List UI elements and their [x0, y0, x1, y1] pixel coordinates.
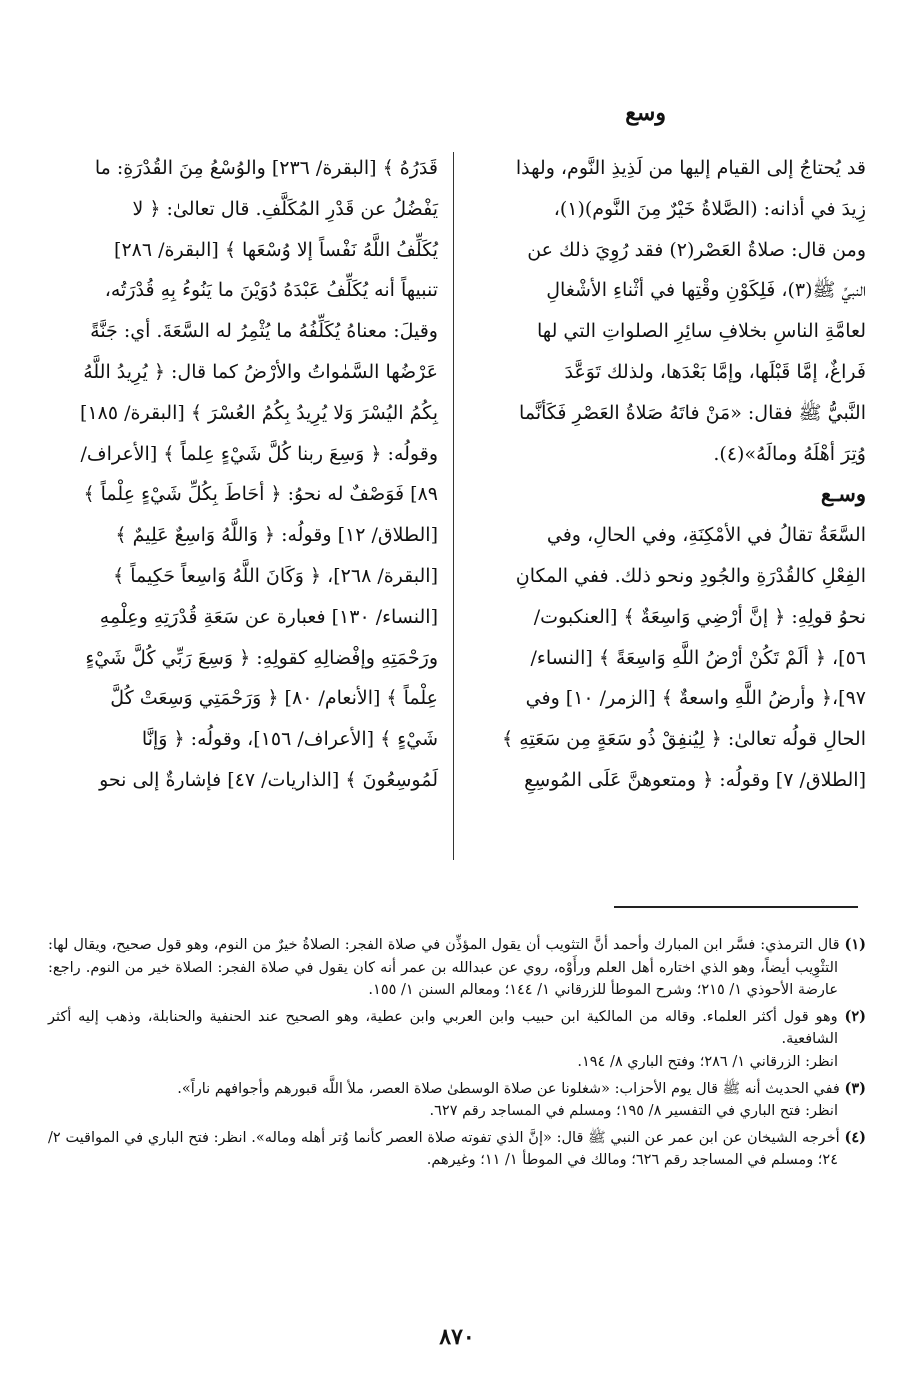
footnote-number: (٤): [844, 1128, 867, 1146]
text-line: فَراغٌ، إمَّا قَبْلَها، وإمَّا بَعْدَها، ولذلك تَوَعَّدَ: [564, 360, 866, 383]
footnote-text: أخرجه الشيخان عن ابن عمر عن النبي ﷺ قال: «إنَّ الذي تفوته صلاة العصر كأنما وُتر أهله وماله». انظر: فتح الباري في المواقيت ٢/ ٢٤؛ ومسلم في المساجد رقم ٦٢٦؛ ومالك في الموطأ ١/ ١١؛ وغيرهم.: [48, 1129, 840, 1169]
text-line: تنبيهاً أنه يُكَلِّفُ عَبْدَهُ دُوَيْنَ ما يَنُوءُ بِهِ قُدْرَتُه،: [104, 279, 438, 302]
footnote-separator: [614, 906, 858, 908]
text-line: الحالِ قولُه تعالىٰ: ﴿ لِيُنفِقْ ذُو سَعَةٍ مِن سَعَتِهِ ﴾: [502, 728, 866, 751]
text-line: [البقرة/ ٢٦٨]، ﴿ وَكَانَ اللَّهُ وَاسِعاً حَكِيماً ﴾: [113, 564, 438, 587]
text-line: [الطلاق/ ٧] وقولُه: ﴿ ومتعوهنَّ عَلَى المُوسِعِ: [524, 768, 866, 791]
text-line: بِكُمُ اليُسْرَ وَلا يُرِيدُ بِكُمُ العُسْرَ ﴾ [البقرة/ ١٨٥]: [80, 401, 438, 424]
right-column: [478, 148, 866, 801]
text-line: شَيْءٍ ﴾ [الأعراف/ ١٥٦]، وقولُه: ﴿ وَإنَّا: [141, 728, 438, 751]
text-line: ٥٦]، ﴿ ألَمْ تَكُنْ أرْضُ اللَّهِ وَاسِعَةً ﴾ [النساء/: [530, 646, 866, 669]
text-line: قَدَرُهُ ﴾ [البقرة/ ٢٣٦] والوُسْعُ مِنَ القُدْرَةِ: ما: [94, 157, 438, 179]
text-line: يَفْضُلُ عن قَدْرِ المُكَلَّفِ. قال تعالىٰ: ﴿ لا: [132, 197, 438, 220]
text-line: وُتِرَ أهْلَهُ ومالَهُ»(٤).: [713, 442, 866, 465]
footnote-number: (٢): [844, 1007, 866, 1025]
text-line: السَّعَةُ تقالُ في الأمْكِنَةِ، وفي الحالِ، وفي: [546, 524, 866, 547]
footnote-number: (٣): [844, 1079, 866, 1097]
text-line: يُكَلِّفُ اللَّهُ نَفْساً إلا وُسْعَها ﴾ [البقرة/ ٢٨٦]: [114, 238, 438, 261]
page-header-title: وسع: [625, 100, 666, 126]
footnote-text: ففي الحديث أنه ﷺ قال يوم الأحزاب: «شغلونا عن صلاة الوسطىٰ صلاة العصر، ملأ اللَّه قبورهم وأجوافهم ناراً».: [177, 1080, 840, 1097]
text-line: النَّبيُّ ﷺ فقال: «مَنْ فاتَهُ صَلاةُ العَصْرِ فَكَأنَّما: [519, 401, 866, 424]
footnote-reference: انظر: الزرقاني ١/ ٢٨٦؛ وفتح الباري ٨/ ١٩٤.: [577, 1053, 838, 1070]
left-column: [50, 148, 438, 801]
text-line: عِلْماً ﴾ [الأنعام/ ٨٠] ﴿ وَرَحْمَتِي وَسِعَتْ كُلَّ: [110, 687, 438, 710]
footnote-text: قال الترمذي: فسَّر ابن المبارك وأحمد أنَّ التثويب أن يقول المؤذِّن في صلاة الفجر: الصلاةُ خيرٌ من النوم، وهو قول صحيح، ويقال لها: التثْوِيب أيضاً، وهو الذي اختاره أهل العلم ورأَوْه، روي عن عبدالله بن عمر أنه كان يقول في صلاة الفجر: الصلاة خير من النوم. راجع: عارضة الأحوذي ١/ ٢١٥؛ وشرح الموطأ للزرقاني ١/ ١٤٤؛ ومعالم السنن ١/ ١٥٥.: [48, 937, 840, 999]
footnote-3: [48, 1078, 866, 1123]
text-line: لَمُوسِعُونَ ﴾ [الذاريات/ ٤٧] فإشارةٌ إلى نحو: [99, 768, 438, 791]
footnote-number: (١): [844, 936, 866, 953]
page-number: ٨٧٠: [439, 1324, 475, 1350]
text-line: وقيلَ: معناهُ يُكَلِّفُهُ ما يُثْمِرُ له السَّعَةَ. أي: جَنَّةً: [90, 320, 438, 343]
text-line: زِيدَ في أذانه: (الصَّلاةُ خَيْرٌ مِنَ النَّوم)(١)،: [553, 197, 866, 220]
footnote-text: وهو قول أكثر العلماء. وقاله من المالكية ابن حبيب وابن العربي وابن عطية، وهو الصحيح عند الحنفية والحنابلة، وذهب إليه أكثر الشافعية.: [48, 1008, 838, 1048]
text-line: لعامَّةِ الناسِ بخلافِ سائِرِ الصلواتِ التي لها: [537, 320, 866, 343]
text-line: الفِعْلِ كالقُدْرَةِ والجُودِ ونحو ذلك. ففي المكانِ: [515, 564, 866, 587]
text-line: ٨٩] فَوَصْفٌ له نحوُ: ﴿ أحَاطَ بِكُلِّ شَيْءٍ عِلْماً ﴾: [83, 483, 438, 506]
text-line: ٩٧]،﴿ وأرضُ اللَّهِ واسعةٌ ﴾ [الزمر/ ١٠] وفي: [525, 687, 866, 710]
footnotes: [48, 934, 866, 1176]
text-line: ورَحْمَتِهِ وإفْضالِهِ كقولِهِ: ﴿ وَسِعَ رَبِّي كُلَّ شَيْءٍ: [85, 646, 438, 669]
text-line: وقولُه: ﴿ وَسِعَ ربنا كُلَّ شَيْءٍ عِلماً ﴾ [الأعراف/: [80, 442, 438, 465]
text-line: [النساء/ ١٣٠] فعبارة عن سَعَةِ قُدْرَتِهِ وعِلْمِهِ: [99, 605, 438, 628]
text-line: عَرْضُها السَّمٰواتُ والأرْضُ كما قال: ﴿ يُرِيدُ اللَّهُ: [83, 360, 438, 383]
footnote-1: [48, 934, 866, 1002]
text-line: [الطلاق/ ١٢] وقولُه: ﴿ وَاللَّهُ وَاسِعٌ عَلِيمٌ ﴾: [115, 524, 438, 547]
text-line: النبيِّ ﷺ(٣)، فَلِكَوْنِ وقْتِها في أثْناءِ الأشْغالِ: [546, 279, 866, 302]
footnote-2: [48, 1006, 866, 1074]
text-line: ومن قال: صلاةُ العَصْر(٢) فقد رُوِيَ ذلك عن: [527, 238, 866, 261]
text-line: نحوُ قولِهِ: ﴿ إنَّ أرْضِي وَاسِعَةٌ ﴾ [العنكبوت/: [533, 605, 866, 628]
footnote-reference: انظر: فتح الباري في التفسير ٨/ ١٩٥؛ ومسلم في المساجد رقم ٦٢٧.: [429, 1103, 838, 1120]
column-divider: [453, 152, 454, 860]
entry-subheading: وسـع: [820, 481, 866, 507]
footnote-4: [48, 1127, 866, 1172]
text-line: قد يُحتاجُ إلى القيام إليها من لَذِيذِ النَّوم، ولهذا: [515, 157, 866, 179]
